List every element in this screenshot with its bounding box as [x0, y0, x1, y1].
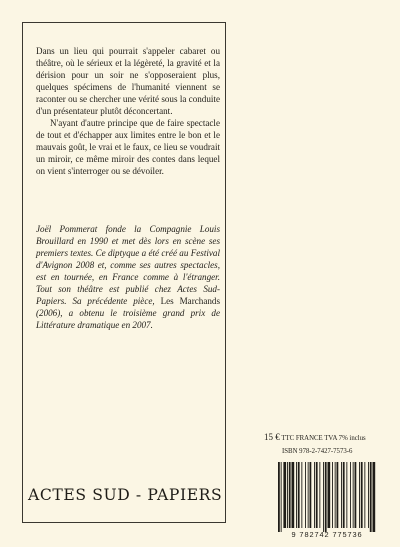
barcode-bar	[310, 462, 312, 528]
barcode-bar	[335, 462, 336, 528]
barcode-bar	[281, 462, 282, 532]
barcode-bar	[361, 462, 363, 528]
barcode-bar	[292, 462, 295, 528]
barcode-bar	[364, 462, 365, 528]
barcode-bar	[368, 462, 369, 528]
barcode-bar	[296, 462, 297, 528]
previous-play-title: Les Marchands	[160, 296, 220, 306]
barcode-bar	[332, 462, 333, 528]
barcode-bar	[328, 462, 331, 528]
barcode-bar	[305, 462, 306, 528]
barcode-bar	[319, 462, 320, 528]
barcode-bar	[341, 462, 342, 528]
barcode-bar	[337, 462, 339, 528]
barcode-bar	[323, 462, 324, 532]
barcode-bar	[316, 462, 318, 528]
barcode-bar	[325, 462, 327, 532]
publisher-logo: ACTES SUD - PAPIERS	[28, 486, 223, 504]
barcode-bar	[298, 462, 300, 528]
blurb-paragraph-1: Dans un lieu qui pourrait s'appeler cabaret ou théâtre, où le sérieux et la légèreté, la gravité et la dérision pour un soir ne s'opposeraient plus, quelques spécimens de l'humanité viennent se raconter ou se chercher une vérité sous la conduite d'un présentateur plutôt déconcertant.	[36, 46, 220, 116]
barcode-bar	[308, 462, 309, 528]
barcode-bar	[370, 462, 372, 532]
blurb-paragraph-2: N'ayant d'autre principe que de faire spectacle de tout et d'échapper aux limites entre le bon et le mauvais goût, le vrai et le faux, ce lieu se voudrait un miroir, ce même miroir des contes dans lequel on vient s'interroger ou se dévoiler.	[36, 118, 220, 176]
author-bio-part-2: (2006), a obtenu le troisième grand prix de Littérature dramatique en 2007.	[36, 308, 220, 330]
barcode-bar	[373, 462, 376, 532]
barcode-bar	[301, 462, 302, 528]
blurb-text	[36, 45, 220, 177]
barcode-bar	[343, 462, 345, 528]
barcode-bar	[346, 462, 347, 528]
price-amount: 15 €	[264, 432, 280, 442]
isbn: ISBN 978-2-7427-7573-6	[282, 448, 353, 455]
barcode-bar	[359, 462, 360, 528]
price-block	[264, 432, 388, 457]
barcode-bar	[314, 462, 315, 528]
barcode-bar	[283, 462, 286, 528]
author-bio-part-1: Joël Pommerat fonde la Compagnie Louis Brouillard en 1990 et met dès lors en scène ses premiers textes. Ce diptyque a été créé au Festival d'Avignon 2008 et, comme ses autres spectacles, est en tournée, en France comme à l'étranger. Tout son théâtre est publié chez Actes Sud-Papiers. Sa précédente pièce,	[36, 224, 220, 306]
barcode-bar	[350, 462, 351, 528]
barcode-bar	[353, 462, 354, 528]
barcode-bar	[289, 462, 291, 528]
barcode-number: 9 782742 775736	[291, 530, 363, 539]
barcode-bar	[287, 462, 288, 528]
barcode-bar	[355, 462, 357, 528]
price-tax-note: TTC FRANCE TVA 7% inclus	[281, 435, 366, 442]
author-bio	[36, 223, 220, 331]
barcode-bar	[278, 462, 280, 532]
